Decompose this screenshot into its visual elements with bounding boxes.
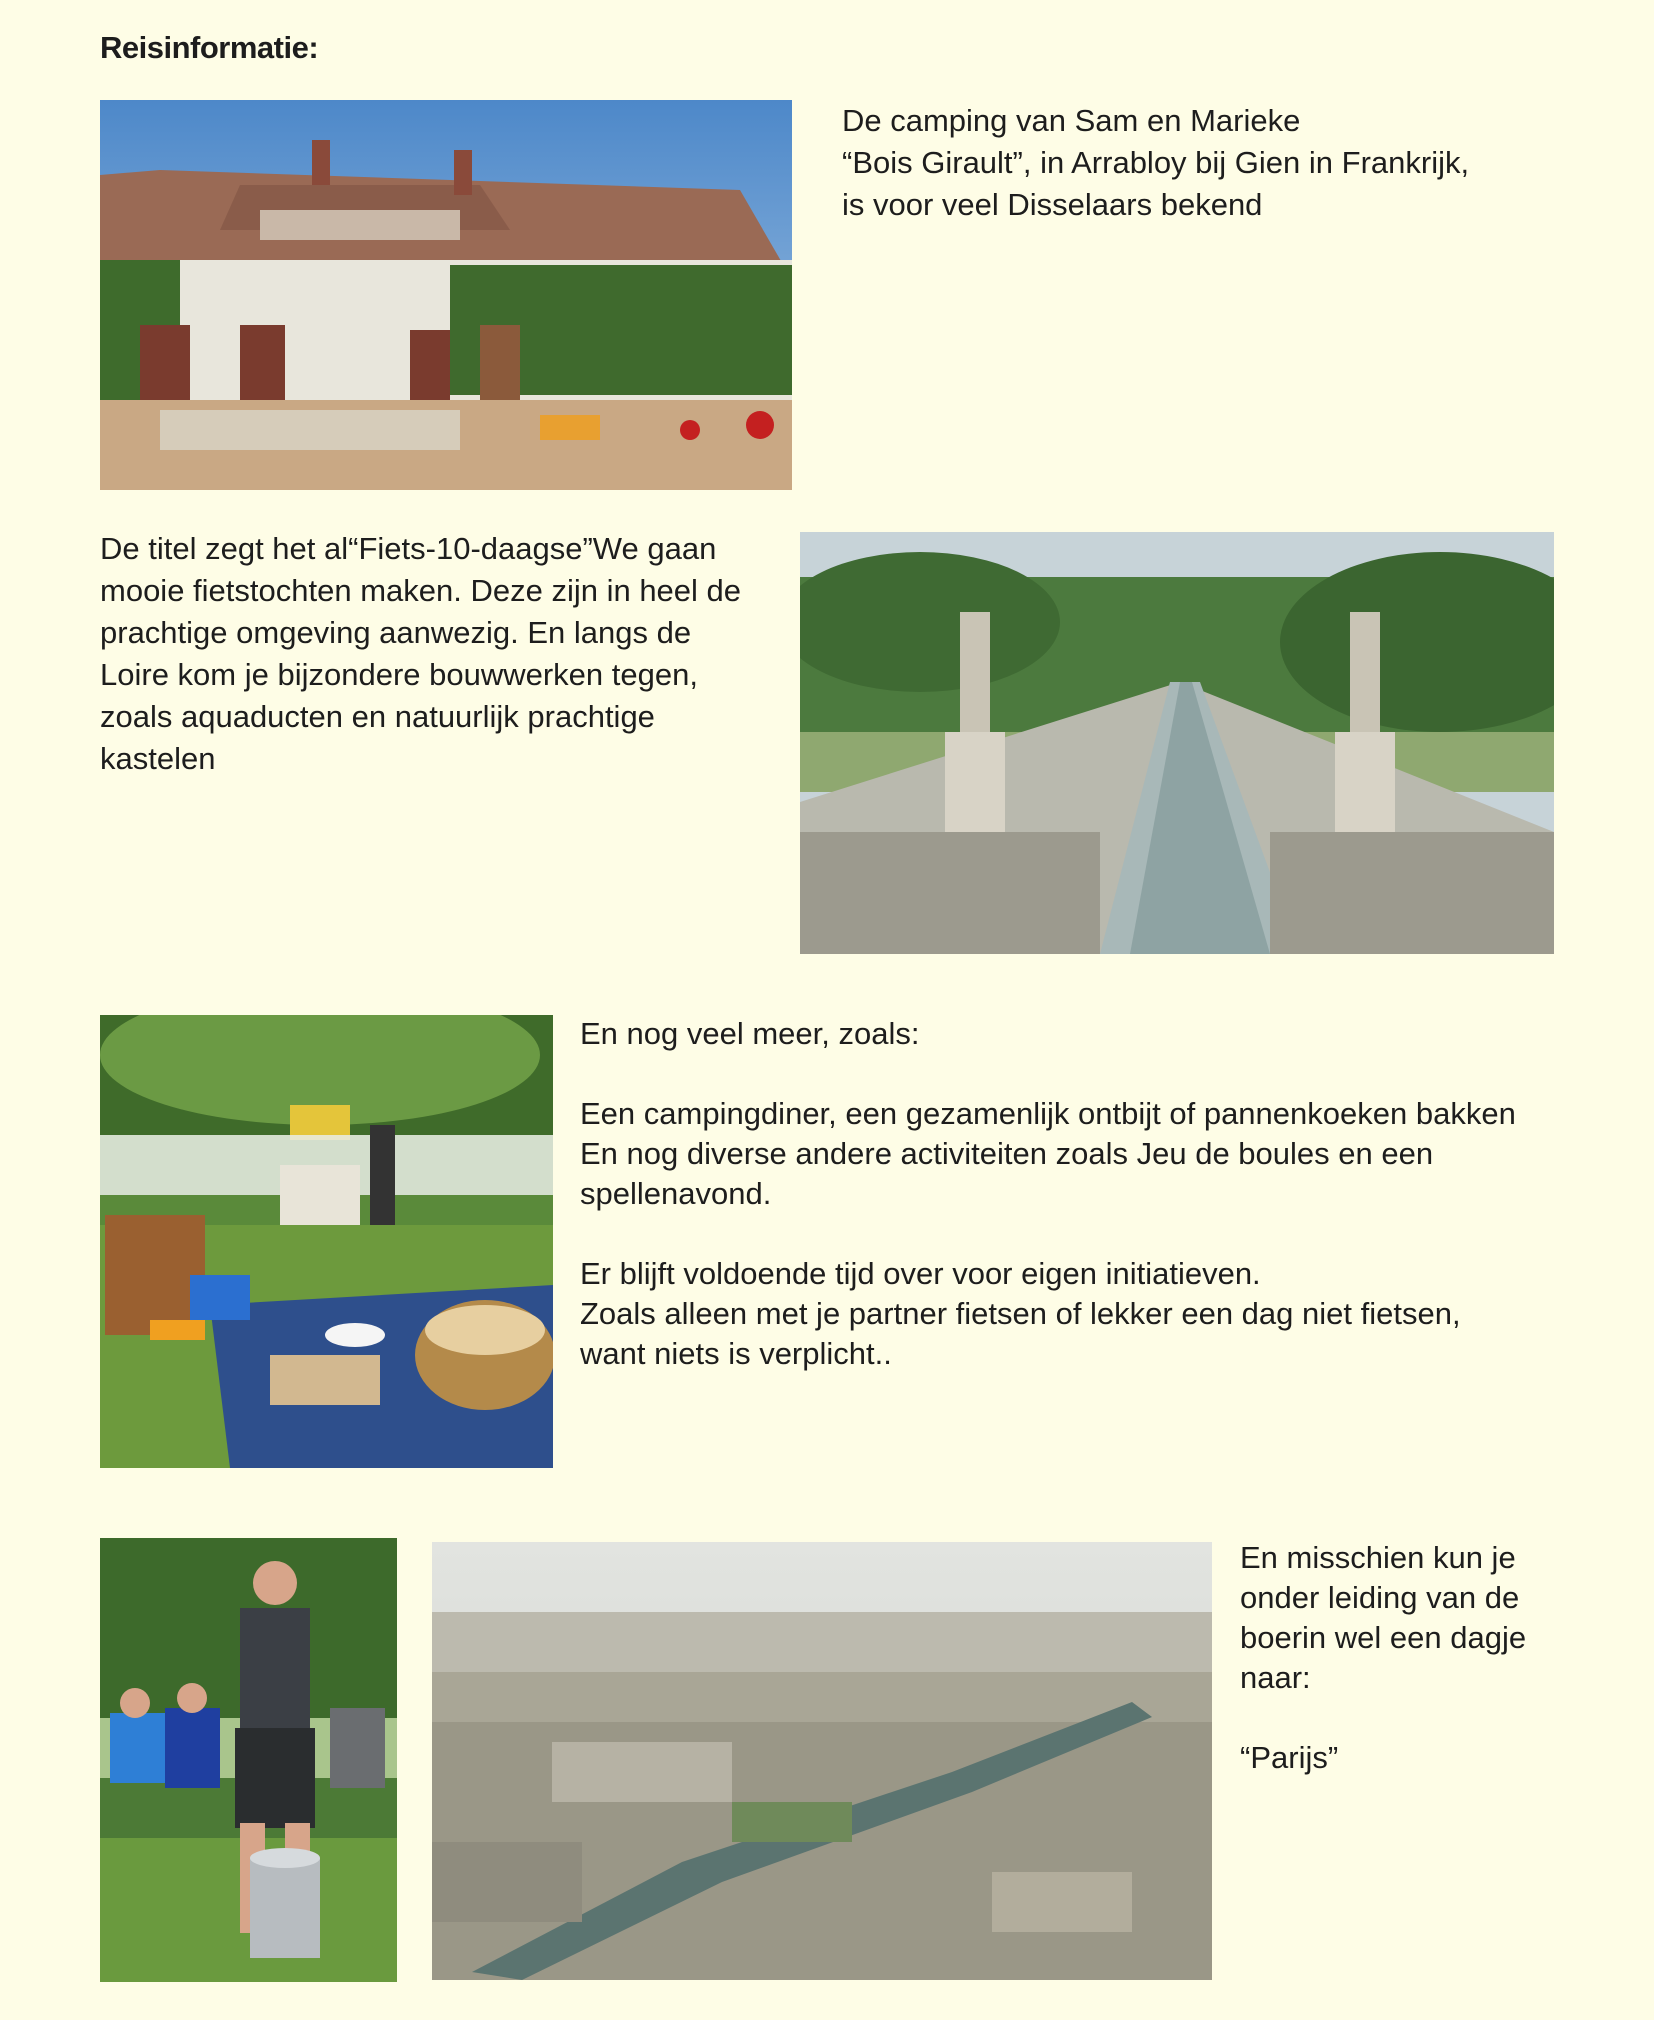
paris-aerial-photo (432, 1542, 1212, 1980)
camping-description: De camping van Sam en Marieke “Bois Girault”, in Arrabloy bij Gien in Frankrijk, is voor veel Disselaars bekend (842, 103, 1470, 222)
page-heading: Reisinformatie: (100, 30, 319, 65)
farmer-photo (100, 1538, 397, 1982)
activities-description: En nog veel meer, zoals: Een campingdiner, een gezamenlijk ontbijt of pannenkoeken bakken En nog diverse andere activiteiten zoals Jeu de boules en een spellenavond. Er blijft voldoende tijd over voor eigen initiatieven. Zoals alleen met je partner fietsen of lekker een dag niet fietsen, want niets is verplicht.. (580, 1016, 1516, 1371)
picnic-photo (100, 1015, 553, 1468)
aqueduct-photo (800, 532, 1554, 954)
cycling-description: De titel zegt het al“Fiets-10-daagse”We gaan mooie fietstochten maken. Deze zijn in heel de prachtige omgeving aanwezig. En langs de Loire kom je bijzondere bouwwerken tegen, zoals aquaducten en natuurlijk prachtige kastelen (100, 531, 742, 776)
farmhouse-photo (100, 100, 792, 490)
paris-description: En misschien kun je onder leiding van de boerin wel een dagje naar: “Parijs” (1240, 1540, 1527, 1775)
